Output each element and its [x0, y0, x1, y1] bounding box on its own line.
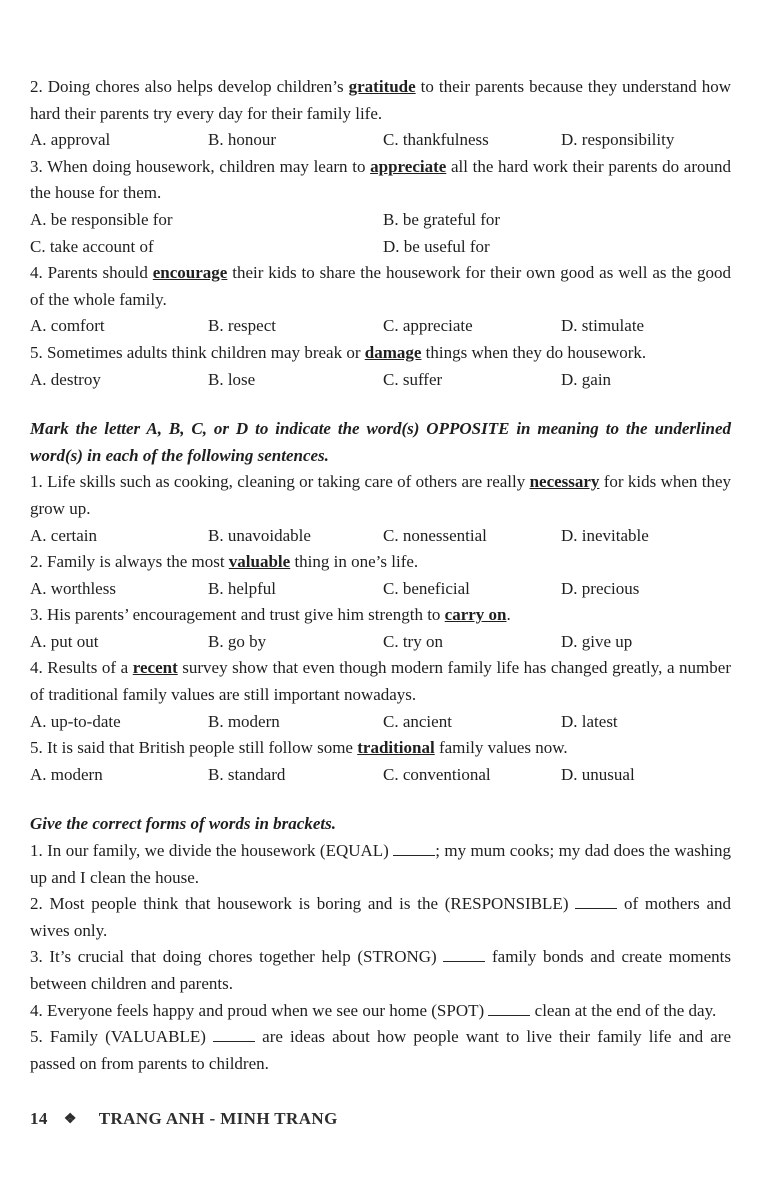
option-b: B. respect	[208, 316, 276, 336]
exercise-content	[30, 74, 731, 1077]
exercise-section-2	[30, 416, 731, 788]
text-run: their kids to share the housework for their own good as well as the good of the whole family.	[30, 263, 732, 309]
question-text	[30, 74, 731, 127]
page-number: 14	[30, 1109, 48, 1129]
option-c: C. beneficial	[383, 578, 470, 598]
options-row	[30, 762, 731, 789]
options-row	[30, 207, 731, 260]
text-run: .	[506, 605, 511, 625]
underlined-keyword: damage	[364, 342, 422, 362]
text-run: 2. Most people think that housework is boring and is the (RESPONSIBLE)	[30, 894, 576, 914]
exercise-section-3	[30, 811, 731, 1077]
text-run: 4. Parents should	[30, 263, 153, 283]
option-a: A. destroy	[30, 369, 101, 389]
option-c: C. thankfulness	[383, 130, 489, 150]
option-d: D. latest	[561, 711, 618, 731]
question-text	[30, 655, 731, 708]
question-text	[30, 998, 731, 1025]
options-row	[30, 127, 731, 154]
option-d: D. responsibility	[561, 130, 675, 150]
answer-blank	[488, 1000, 530, 1015]
option-c: C. suffer	[383, 369, 443, 389]
option-d: D. be useful for	[383, 236, 490, 256]
options-row	[30, 629, 731, 656]
text-run: ; my mum cooks; my dad does the washing up and I clean the house.	[30, 841, 732, 887]
option-b: B. go by	[208, 631, 267, 651]
question-text	[30, 602, 731, 629]
option-c: C. nonessential	[383, 525, 487, 545]
option-b: B. lose	[208, 369, 256, 389]
text-run: are ideas about how people want to live their family life and are passed on from parents to children.	[30, 1027, 732, 1073]
question-text	[30, 735, 731, 762]
text-run: clean at the end of the day.	[530, 1000, 717, 1020]
text-run: 5. Family (VALUABLE)	[30, 1027, 214, 1047]
option-d: D. unusual	[561, 764, 635, 784]
question-text	[30, 1024, 731, 1077]
section-heading: Mark the letter A, B, C, or D to indicate the word(s) OPPOSITE in meaning to the underlined word(s) in each of the following sentences.	[30, 419, 731, 465]
question-text	[30, 549, 731, 576]
answer-blank	[575, 894, 617, 909]
question-text	[30, 838, 731, 891]
text-run: 2. Doing chores also helps develop children’s	[30, 77, 349, 96]
text-run: 5. It is said that British people still follow some	[30, 738, 358, 758]
text-run: 3. When doing housework, children may learn to	[30, 156, 371, 176]
text-run: 1. In our family, we divide the housework (EQUAL)	[30, 841, 394, 861]
text-run: of mothers and wives only.	[30, 894, 731, 940]
underlined-keyword: encourage	[152, 263, 228, 283]
answer-blank	[213, 1027, 255, 1042]
option-b: B. standard	[208, 764, 286, 784]
section-heading: Give the correct forms of words in brackets.	[30, 814, 336, 834]
underlined-keyword: necessary	[529, 472, 600, 492]
text-run: 1. Life skills such as cooking, cleaning or taking care of others are really	[30, 472, 530, 492]
text-run: things when they do housework.	[421, 342, 647, 362]
question-text	[30, 944, 731, 997]
option-a: A. up-to-date	[30, 711, 121, 731]
option-d: D. give up	[561, 631, 633, 651]
option-a: A. approval	[30, 130, 111, 150]
options-row	[30, 523, 731, 550]
option-c: C. conventional	[383, 764, 491, 784]
options-row	[30, 709, 731, 736]
option-d: D. stimulate	[561, 316, 645, 336]
text-run: for kids when they grow up.	[30, 472, 731, 518]
underlined-keyword: appreciate	[370, 156, 447, 176]
option-a: A. put out	[30, 631, 99, 651]
text-run: 2. Family is always the most	[30, 552, 229, 572]
text-run: all the hard work their parents do around the house for them.	[30, 156, 731, 203]
text-run: 4. Everyone feels happy and proud when we see our home (SPOT)	[30, 1000, 489, 1020]
underlined-keyword: traditional	[357, 738, 435, 758]
fleuron-icon: ❖	[63, 1111, 77, 1127]
answer-blank	[443, 947, 485, 962]
option-a: A. worthless	[30, 578, 116, 598]
exercise-section-1	[30, 74, 731, 393]
options-row	[30, 576, 731, 603]
option-b: B. honour	[208, 130, 276, 150]
option-a: A. be responsible for	[30, 209, 173, 229]
text-run: 3. His parents’ encouragement and trust give him strength to	[30, 605, 445, 625]
underlined-keyword: recent	[132, 658, 178, 678]
underlined-keyword: valuable	[228, 552, 291, 572]
option-c: C. appreciate	[383, 316, 473, 336]
question-text	[30, 469, 731, 522]
text-run: 4. Results of a	[30, 658, 133, 678]
text-run: 5. Sometimes adults think children may break or	[30, 342, 365, 362]
question-text	[30, 154, 731, 207]
option-b: B. modern	[208, 711, 280, 731]
underlined-keyword: gratitude	[348, 77, 416, 96]
page-footer	[30, 1109, 731, 1129]
option-a: A. modern	[30, 764, 103, 784]
option-b: B. be grateful for	[383, 209, 501, 229]
options-row	[30, 313, 731, 340]
option-d: D. gain	[561, 369, 612, 389]
option-d: D. inevitable	[561, 525, 649, 545]
text-run: to their parents because they understand how hard their parents try every day for their family life.	[30, 77, 731, 123]
question-text	[30, 260, 731, 313]
answer-blank	[393, 841, 435, 856]
option-c: C. take account of	[30, 236, 154, 256]
options-row	[30, 367, 731, 394]
text-run: 3. It’s crucial that doing chores together help (STRONG)	[30, 947, 444, 967]
question-text	[30, 340, 731, 367]
option-b: B. unavoidable	[208, 525, 311, 545]
option-a: A. comfort	[30, 316, 105, 336]
option-c: C. ancient	[383, 711, 452, 731]
text-run: survey show that even though modern family life has changed greatly, a number of traditional family values are still important nowadays.	[30, 658, 731, 705]
text-run: family bonds and create moments between children and parents.	[30, 947, 731, 993]
book-title: TRANG ANH - MINH TRANG	[98, 1109, 338, 1129]
text-run: family values now.	[434, 738, 568, 758]
underlined-keyword: carry on	[444, 605, 507, 625]
option-c: C. try on	[383, 631, 443, 651]
option-a: A. certain	[30, 525, 98, 545]
question-text	[30, 891, 731, 944]
option-d: D. precious	[561, 578, 640, 598]
text-run: thing in one’s life.	[290, 552, 419, 572]
option-b: B. helpful	[208, 578, 276, 598]
